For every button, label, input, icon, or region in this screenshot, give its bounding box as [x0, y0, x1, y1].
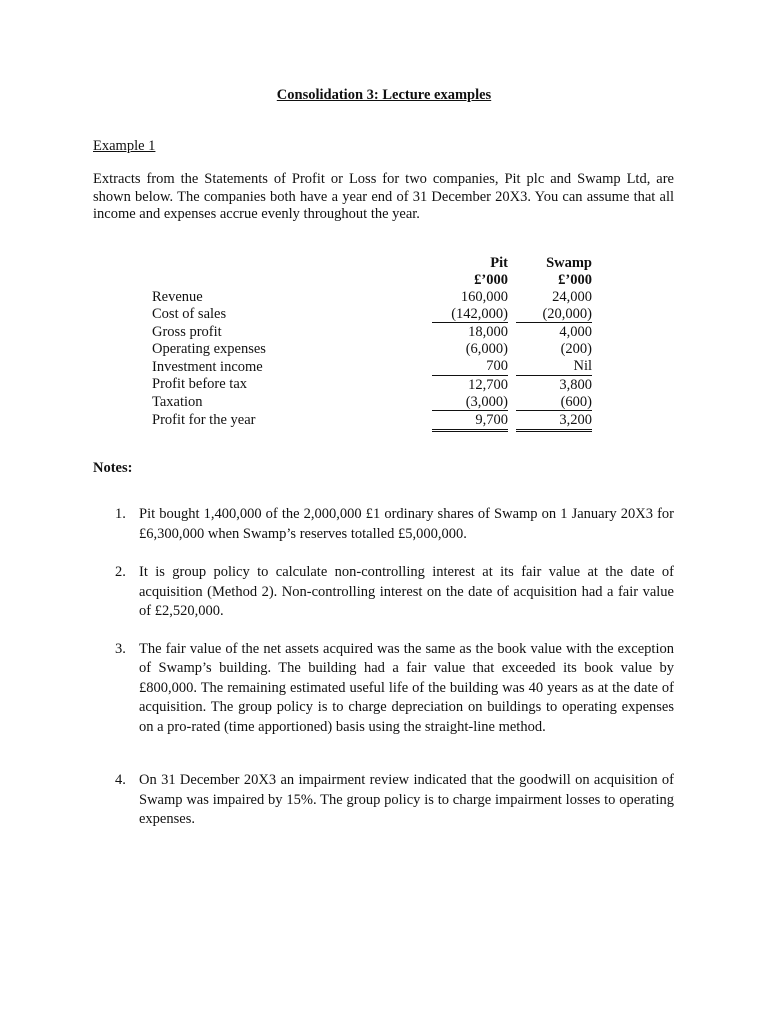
- swamp-value: 4,000: [559, 323, 592, 340]
- row-label: Operating expenses: [152, 341, 266, 358]
- pit-value: 12,700: [468, 376, 508, 393]
- header-label-spacer: [152, 254, 432, 271]
- swamp-value: 24,000: [552, 288, 592, 305]
- table-row: [152, 393, 592, 411]
- page-title: Consolidation 3: Lecture examples: [276, 87, 492, 103]
- table-row: [152, 288, 592, 305]
- units-label-spacer: [152, 271, 432, 288]
- table-header-row: [152, 254, 592, 271]
- swamp-value: 3,200: [516, 411, 592, 430]
- units-swamp: £’000: [558, 271, 592, 288]
- pit-value: 18,000: [468, 323, 508, 340]
- swamp-value: 3,800: [559, 376, 592, 393]
- row-label: Investment income: [152, 358, 263, 375]
- table-row: [152, 305, 592, 323]
- table-row: [152, 323, 592, 341]
- note-item: [93, 640, 674, 738]
- pit-value: 9,700: [432, 411, 508, 430]
- notes-heading: Notes:: [93, 460, 133, 476]
- swamp-value: (20,000): [516, 305, 592, 323]
- note-text: On 31 December 20X3 an impairment review indicated that the goodwill on acquisition of Swamp was impaired by 15%. The group policy is to charge impairment losses to operating expenses.: [139, 772, 674, 827]
- note-item: [93, 505, 674, 544]
- swamp-value: (200): [560, 341, 592, 358]
- example-heading: Example 1: [93, 138, 156, 154]
- row-label: Profit before tax: [152, 376, 248, 393]
- row-label: Taxation: [152, 393, 203, 410]
- header-pit: Pit: [490, 254, 508, 271]
- note-text: It is group policy to calculate non-controlling interest at its fair value at the date of acquisition (Method 2). Non-controlling interest on the date of acquisition had a fair value of £2,520,000.: [139, 564, 674, 619]
- pit-value: 700: [432, 358, 508, 376]
- intro-paragraph: Extracts from the Statements of Profit or Loss for two companies, Pit plc and Swamp Ltd, are shown below. The companies both have a year end of 31 December 20X3. You can assume that all income and expenses accrue evenly throughout the year.: [93, 171, 674, 222]
- note-number: 1.: [115, 506, 126, 522]
- units-pit: £’000: [474, 271, 508, 288]
- profit-or-loss-table: [152, 254, 592, 432]
- note-number: 2.: [115, 564, 126, 580]
- note-text: Pit bought 1,400,000 of the 2,000,000 £1 ordinary shares of Swamp on 1 January 20X3 for £6,300,000 when Swamp’s reserves totalled £5,000,000.: [139, 506, 674, 542]
- notes-list: [93, 505, 674, 830]
- table-units-row: [152, 271, 592, 288]
- units-gap: [508, 271, 516, 288]
- swamp-value: (600): [516, 393, 592, 411]
- note-number: 4.: [115, 772, 126, 788]
- row-label: Gross profit: [152, 323, 222, 340]
- table-row: [152, 411, 592, 430]
- table-row: [152, 358, 592, 376]
- swamp-value: Nil: [516, 358, 592, 376]
- pit-value: (142,000): [432, 305, 508, 323]
- note-item: [93, 771, 674, 830]
- header-gap: [508, 254, 516, 271]
- pit-value: (3,000): [432, 393, 508, 411]
- table-row: [152, 375, 592, 393]
- header-swamp: Swamp: [546, 254, 592, 271]
- row-label: Profit for the year: [152, 412, 256, 429]
- row-label: Cost of sales: [152, 306, 227, 323]
- pit-value: 160,000: [460, 288, 508, 305]
- note-number: 3.: [115, 640, 126, 657]
- row-label: Revenue: [152, 288, 203, 305]
- note-item: [93, 563, 674, 622]
- pit-value: (6,000): [465, 341, 508, 358]
- table-row: [152, 341, 592, 358]
- note-text: The fair value of the net assets acquired was the same as the book value with the exception of Swamp’s building. The building had a fair value that exceeded its book value by £800,000. The remaining estimated useful life of the building was 40 years as at the date of acquisition. The group policy is to charge depreciation on buildings to operating expenses on a pro-rated (time apportioned) basis using the straight-line method.: [139, 640, 674, 735]
